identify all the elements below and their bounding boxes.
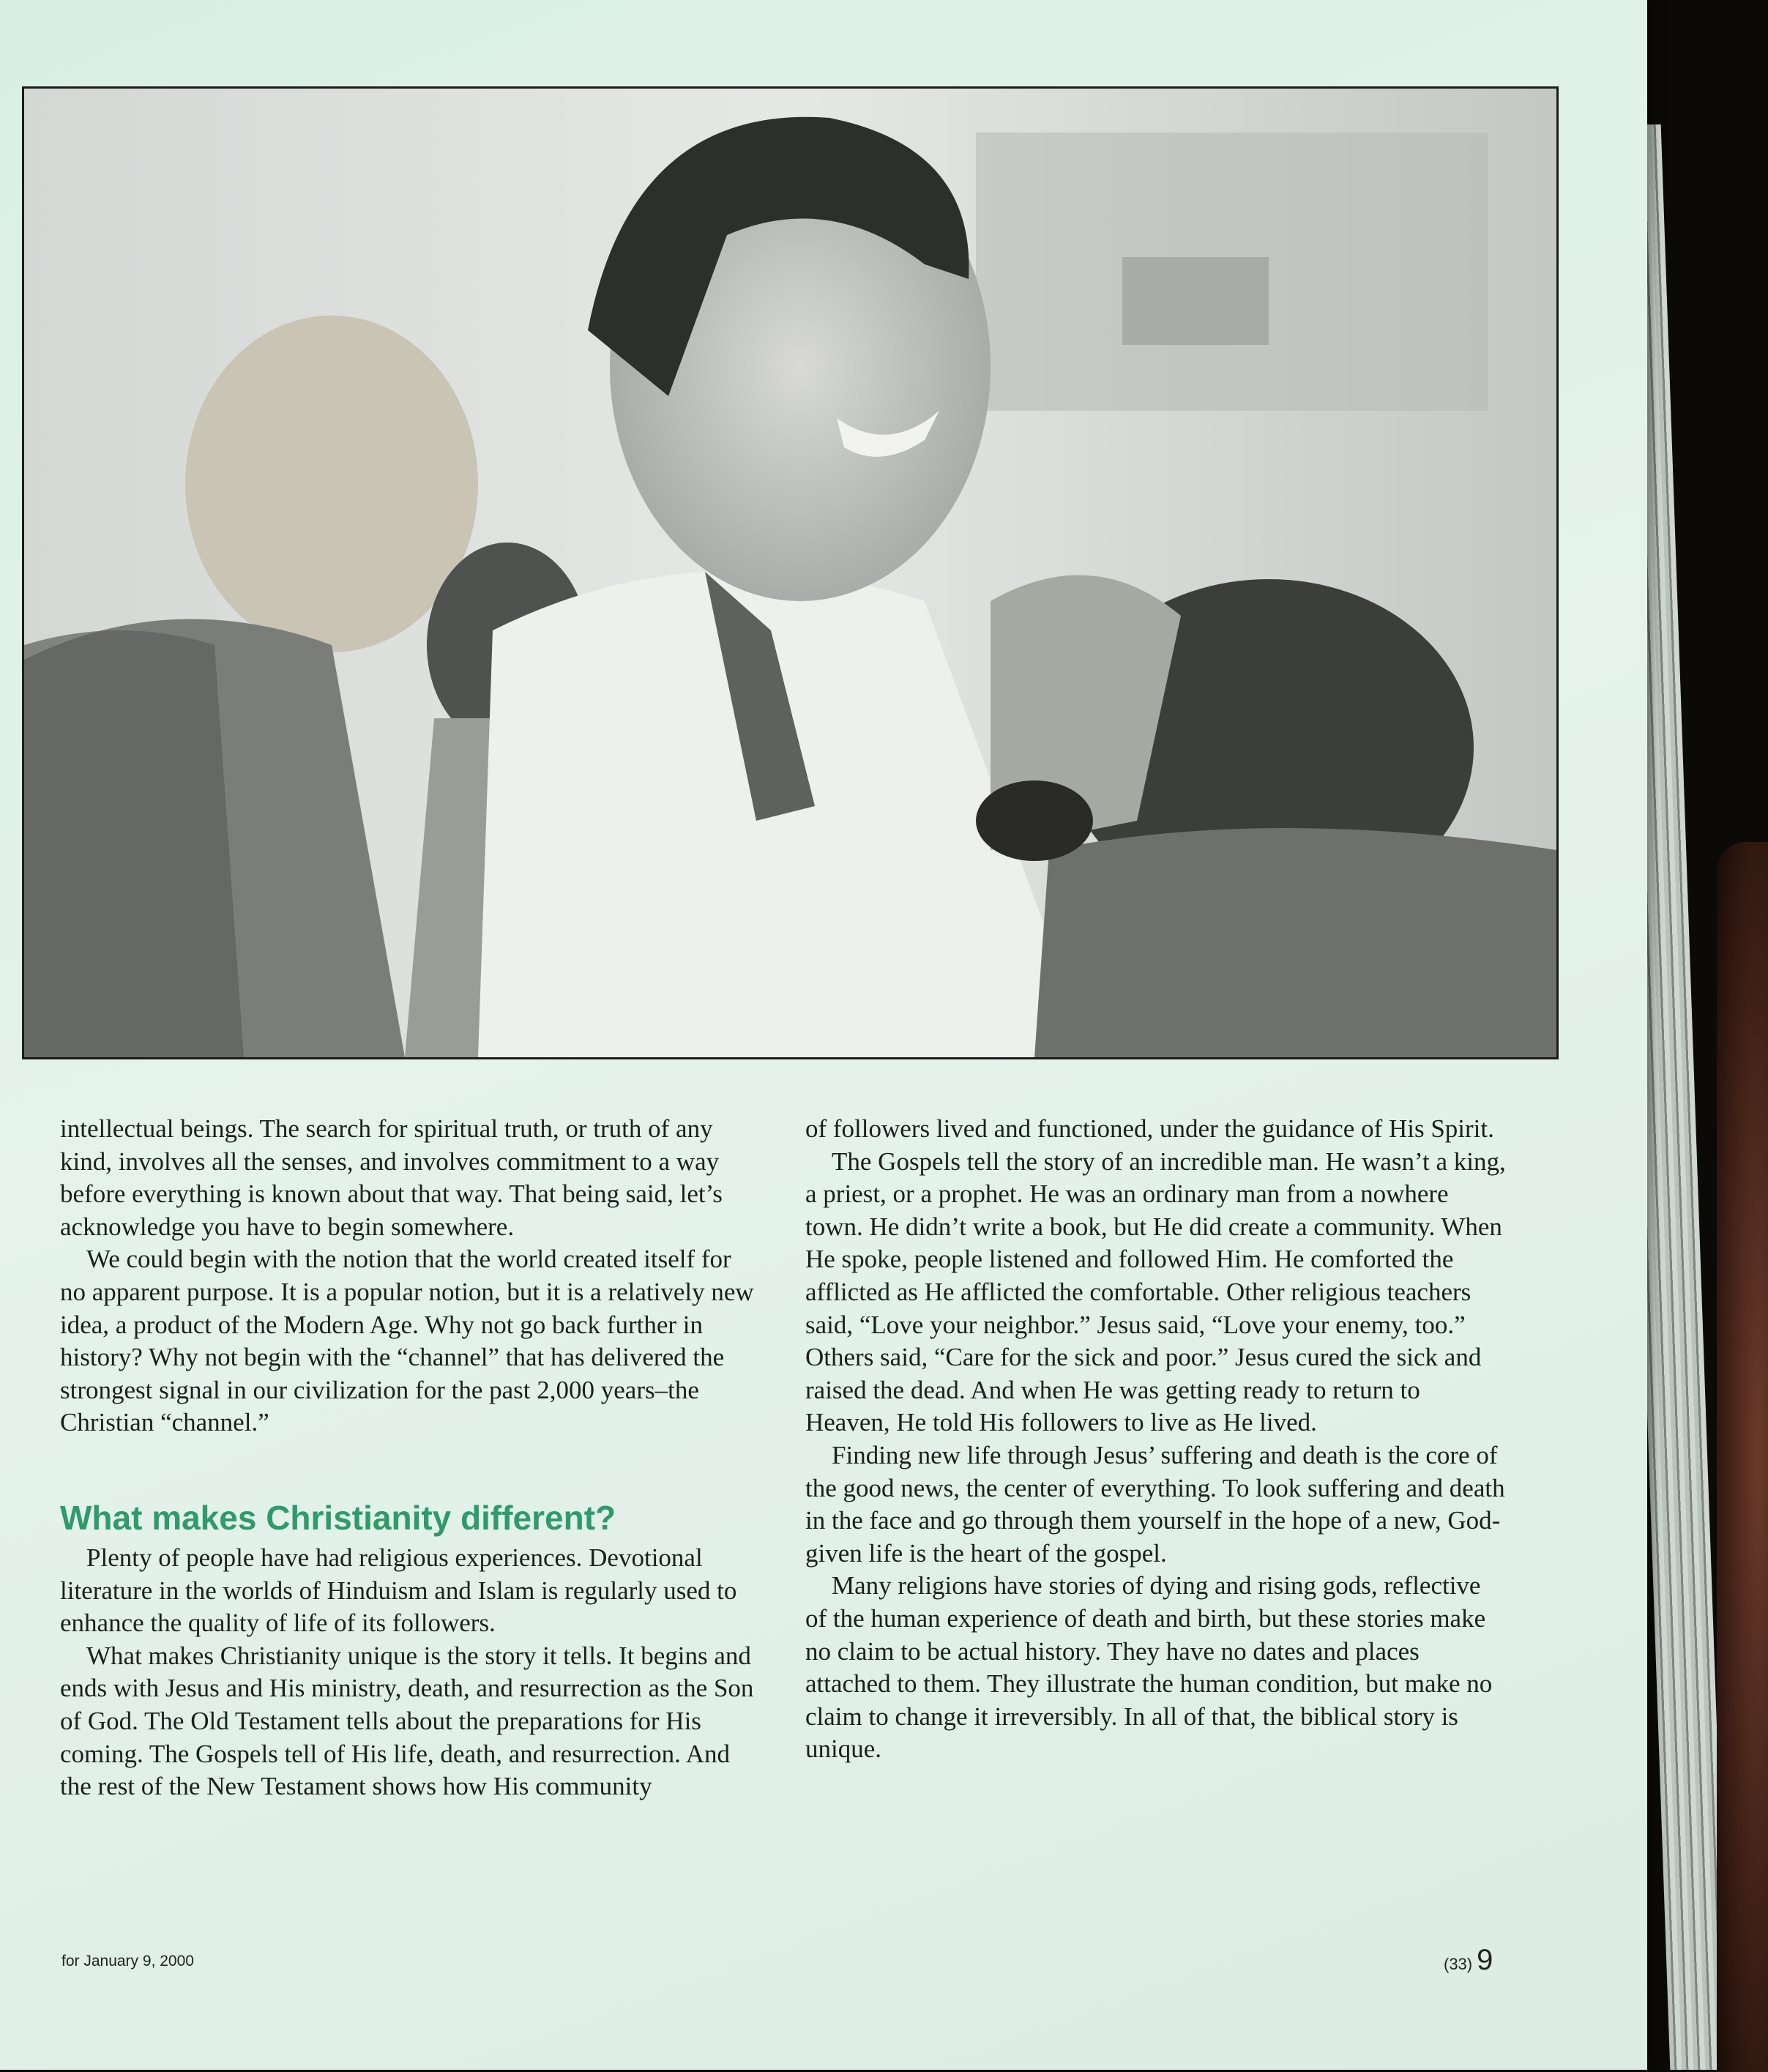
paragraph: What makes Christianity unique is the story it tells. It begins and ends with Jesus and His ministry, death, and resurrection as the Son of God. The Old Testament tells about the preparations for His coming. The Gospels tell of His life, death, and resurrection. And the rest of the New Testament shows how His community bbox=[60, 1641, 754, 1801]
left-column bbox=[60, 1113, 763, 1803]
paragraph: Many religions have stories of dying and rising gods, reflective of the human experience of death and birth, but these stories make no claim to be actual history. They have no dates and places attached to them. They illustrate the human condition, but make no claim to change it irreversibly. In all of that, the biblical story is unique. bbox=[805, 1571, 1493, 1764]
section-heading: What makes Christianity different? bbox=[60, 1498, 616, 1537]
photo-image bbox=[22, 86, 1559, 1059]
paragraph: We could begin with the notion that the world created itself for no apparent purpose. It is a popular notion, but it is a relatively new idea, a product of the Modern Age. Why not go back further in history? Why not begin with the “channel” that has delivered the strongest signal in our civilization for the past 2,000 years–the Christian “channel.” bbox=[60, 1245, 754, 1437]
page-number: 9 bbox=[1477, 1944, 1493, 1976]
right-column bbox=[805, 1113, 1508, 1766]
page-number-block bbox=[1444, 1944, 1493, 1977]
hand-shadow bbox=[1717, 842, 1768, 2072]
paragraph: The Gospels tell the story of an incredible man. He wasn’t a king, a priest, or a prophet. He was an ordinary man from a nowhere town. He didn’t write a book, but He did create a community. When He spoke, people listened and followed Him. He comforted the afflicted as He afflicted the comfortable. Other religious teachers said, “Love your neighbor.” Jesus said, “Love your enemy, too.” Others said, “Care for the sick and poor.” Jesus cured the sick and raised the dead. And when He was getting ready to return to Heaven, He told His followers to live as He lived. bbox=[805, 1147, 1506, 1437]
photo-illustration bbox=[24, 89, 1556, 1057]
footer-date: for January 9, 2000 bbox=[61, 1953, 194, 1969]
paragraph: intellectual beings. The search for spiritual truth, or truth of any kind, involves all the senses, and involves commitment to a way before everything is known about that way. That being said, let’s acknowledge you have to begin somewhere. bbox=[60, 1114, 723, 1241]
issue-number: (33) bbox=[1444, 1955, 1473, 1973]
paragraph: of followers lived and functioned, under the guidance of His Spirit. bbox=[805, 1114, 1494, 1143]
paragraph: Finding new life through Jesus’ suffering and death is the core of the good news, the center of everything. To look suffering and death in the face and go through them yourself in the hope of a new, God-given life is the heart of the gospel. bbox=[805, 1440, 1505, 1568]
paragraph: Plenty of people have had religious experiences. Devotional literature in the worlds of Hinduism and Islam is regularly used to enhance the quality of life of its followers. bbox=[60, 1543, 737, 1638]
